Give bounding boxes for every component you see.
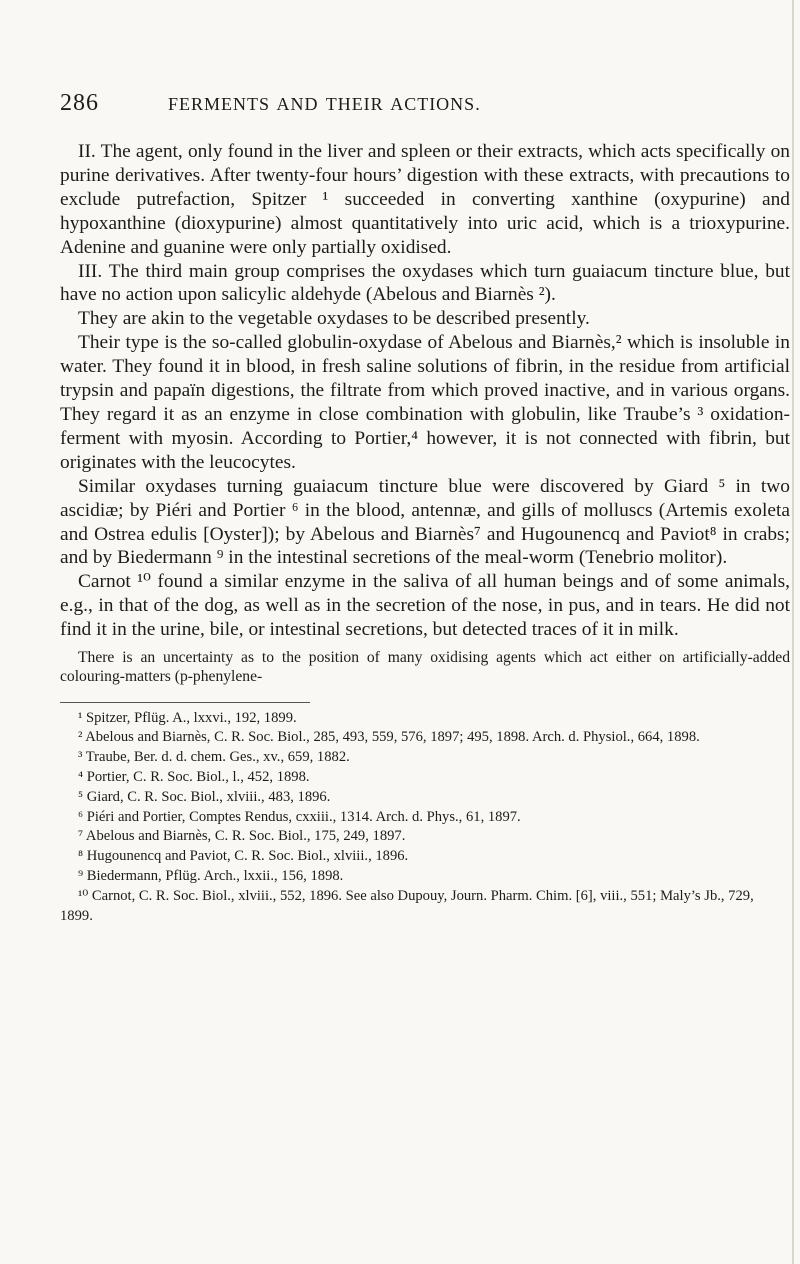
paragraph-vegetable-oxydases: They are akin to the vegetable oxydases to be described presently. xyxy=(78,308,590,330)
paragraph-group-iii: III. The third main group comprises the oxydases which turn guaiacum tincture blue, but have no action upon salicylic aldehyde (Abelous and Biarnès ²). xyxy=(60,260,790,306)
footnote: ⁷ Abelous and Biarnès, C. R. Soc. Biol., 175, 249, 1897. xyxy=(78,828,406,845)
footnote: ⁴ Portier, C. R. Soc. Biol., l., 452, 1898. xyxy=(78,769,310,786)
footnote: ² Abelous and Biarnès, C. R. Soc. Biol., 285, 493, 559, 576, 1897; 495, 1898. Arch. d. Physiol., 664, 1898. xyxy=(78,729,700,746)
footnote: ⁹ Biedermann, Pflüg. Arch., lxxii., 156, 1898. xyxy=(78,868,344,884)
footnote: ³ Traube, Ber. d. d. chem. Ges., xv., 659, 1882. xyxy=(78,749,350,766)
page-binding-edge xyxy=(792,0,794,1264)
paragraph-small-print: There is an uncertainty as to the position of many oxidising agents which act either on artificially-added colouring-matters (p-phenylene- xyxy=(60,649,790,686)
paragraph-similar-oxydases: Similar oxydases turning guaiacum tincture blue were discovered by Giard ⁵ in two ascidiæ; by Piéri and Portier ⁶ in the blood, antennæ, and gills of molluscs (Artemis exoleta and Ostrea edulis [Oyster]); by Abelous and Biarnès⁷ and Hugounencq and Paviot⁸ in crabs; and by Biedermann ⁹ in the intestinal secretions of the meal-worm (Tenebrio molitor). xyxy=(60,475,790,569)
footnote: ⁵ Giard, C. R. Soc. Biol., xlviii., 483, 1896. xyxy=(78,788,331,805)
page-header xyxy=(60,90,760,120)
footnote: ¹ Spitzer, Pflüg. A., lxxvi., 192, 1899. xyxy=(78,709,297,726)
paragraph-globulin-oxydase: Their type is the so-called globulin-oxydase of Abelous and Biarnès,² which is insoluble in water. They found it in blood, in fresh saline solutions of fibrin, in the residue from artificial trypsin and papaïn digestions, the filtrate from which proved inactive, and in various organs. They regard it as an enzyme in close combination with globulin, like Traube’s ³ oxidation-ferment with myosin. According to Portier,⁴ however, it is not connected with fibrin, but originates with the leucocytes. xyxy=(60,332,790,473)
page-number: 286 xyxy=(60,90,99,116)
footnote: ⁸ Hugounencq and Paviot, C. R. Soc. Biol., xlviii., 1896. xyxy=(78,848,409,865)
page-body xyxy=(60,140,790,926)
paragraph-group-ii: II. The agent, only found in the liver and spleen or their extracts, which acts specifically on purine derivatives. After twenty-four hours’ digestion with these extracts, with precautions to exclude putrefaction, Spitzer ¹ succeeded in converting xanthine (oxypurine) and hypoxanthine (dioxypurine) almost quantitatively into uric acid, which is a trioxypurine. Adenine and guanine were only partially oxidised. xyxy=(60,141,790,258)
paragraph-carnot: Carnot ¹⁰ found a similar enzyme in the saliva of all human beings and of some animals, e.g., in that of the dog, as well as in the secretion of the nose, in pus, and in tears. He did not find it in the urine, bile, or intestinal secretions, but detected traces of it in milk. xyxy=(60,571,790,641)
footnote: ¹⁰ Carnot, C. R. Soc. Biol., xlviii., 552, 1896. See also Dupouy, Journ. Pharm. Chim. [6], viii., 551; Maly’s Jb., 729, 1899. xyxy=(60,887,754,924)
footnote-divider xyxy=(60,702,310,703)
footnote: ⁶ Piéri and Portier, Comptes Rendus, cxxiii., 1314. Arch. d. Phys., 61, 1897. xyxy=(78,808,521,825)
running-title: FERMENTS AND THEIR ACTIONS. xyxy=(168,94,481,114)
footnotes xyxy=(60,709,790,927)
